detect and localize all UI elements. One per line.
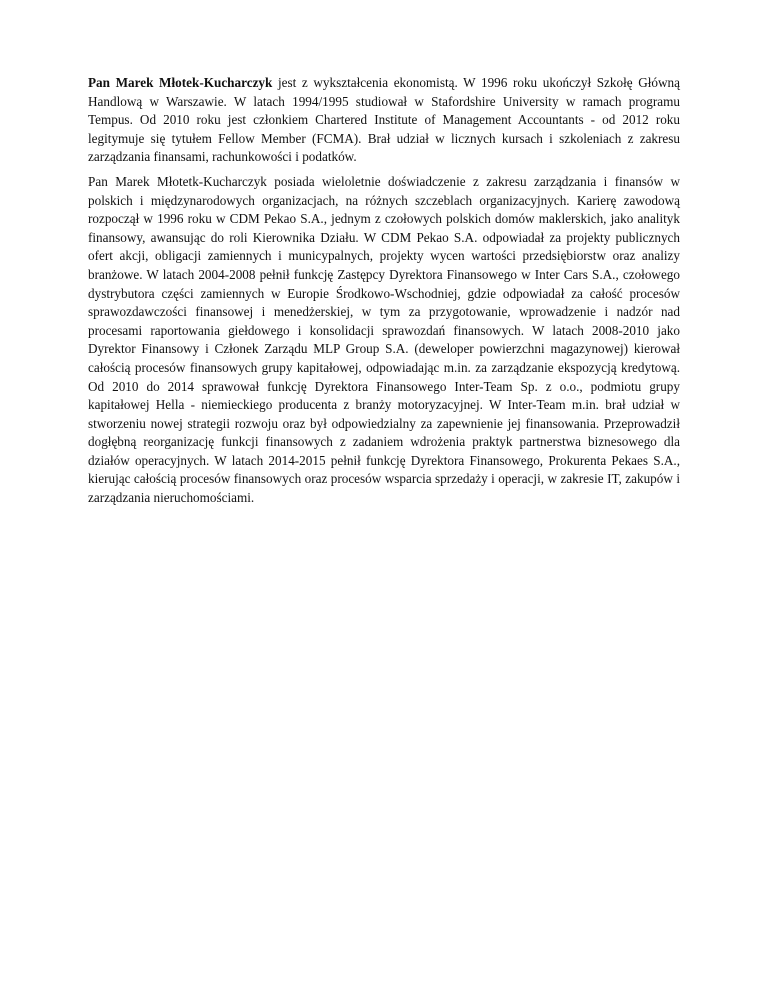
education-text: jest z wykształcenia ekonomistą. W 1996 roku ukończył Szkołę Główną Handlową w Warszawie. W latach 1994/1995 studiował w Stafordshire University w ramach programu Tempus. Od 2010 roku jest członkiem Chartered Institute of Management Accountants - od 2012 roku legitymuje się tytułem Fellow Member (FCMA). Brał udział w licznych kursach i szkoleniach z zakresu zarządzania finansami, rachunkowości i podatków. bbox=[88, 75, 680, 165]
document-page bbox=[88, 74, 680, 514]
bio-paragraph-career: Pan Marek Młotetk-Kucharczyk posiada wieloletnie doświadczenie z zakresu zarządzania i finansów w polskich i międzynarodowych organizacjach, na różnych szczeblach organizacyjnych. Karierę zawodową rozpoczął w 1996 roku w CDM Pekao S.A., jednym z czołowych polskich domów maklerskich, jako analityk finansowy, awansując do roli Kierownika Działu. W CDM Pekao S.A. odpowiadał za projekty publicznych ofert akcji, obligacji zamiennych i municypalnych, projekty wycen wartości przedsiębiorstw oraz analizy branżowe. W latach 2004-2008 pełnił funkcję Zastępcy Dyrektora Finansowego w Inter Cars S.A., czołowego dystrybutora części zamiennych w Europie Środkowo-Wschodniej, gdzie odpowiadał za całość procesów sprawozdawczości finansowej i menedżerskiej, w tym za przygotowanie, wprowadzenie i nadzór nad procesami raportowania giełdowego i konsolidacji sprawozdań finansowych. W latach 2008-2010 jako Dyrektor Finansowy i Członek Zarządu MLP Group S.A. (deweloper powierzchni magazynowej) kierował całością procesów finansowych grupy kapitałowej, odpowiadając m.in. za zarządzanie ekspozycją kredytową. Od 2010 do 2014 sprawował funkcję Dyrektora Finansowego Inter-Team Sp. z o.o., podmiotu grupy kapitałowej Hella - niemieckiego producenta z branży motoryzacyjnej. W Inter-Team m.in. brał udział w stworzeniu nowej strategii rozwoju oraz był odpowiedzialny za zapewnienie jej finansowania. Przeprowadził dogłębną reorganizację funkcji finansowych z zadaniem wdrożenia praktyk partnerstwa biznesowego dla działów operacyjnych. W latach 2014-2015 pełnił funkcję Dyrektora Finansowego, Prokurenta Pekaes S.A., kierując całością procesów finansowych oraz procesów wsparcia sprzedaży i operacji, w zakresie IT, zakupów i zarządzania nieruchomościami. bbox=[88, 173, 680, 506]
bio-paragraph-education bbox=[88, 74, 680, 167]
person-name: Pan Marek Młotek-Kucharczyk bbox=[88, 75, 273, 90]
